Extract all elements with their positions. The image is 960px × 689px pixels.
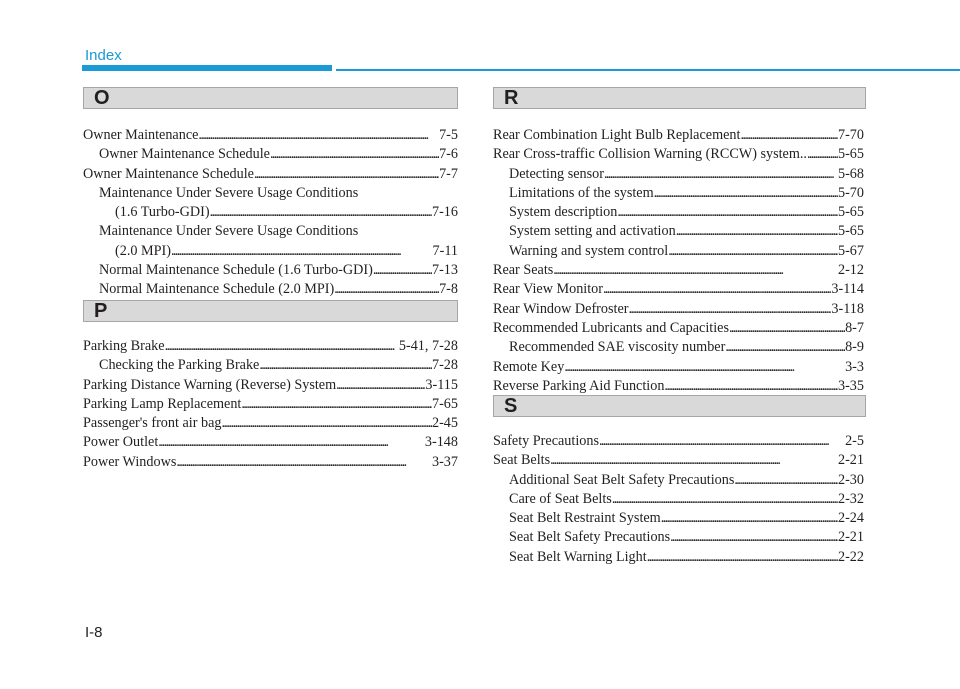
index-entry[interactable]: Normal Maintenance Schedule (1.6 Turbo-GDI) . . . 7-13 <box>83 261 458 280</box>
index-entry[interactable]: System setting and activation . . . 5-65 <box>493 222 864 241</box>
section-letter: S <box>504 395 518 417</box>
index-entry[interactable]: Rear Window Defroster . . . 3-118 <box>493 300 864 319</box>
index-entry[interactable]: Remote Key . . . 3-3 <box>493 358 864 377</box>
header-rule-thin <box>336 69 960 71</box>
index-entry[interactable]: Detecting sensor . . . 5-68 <box>493 165 864 184</box>
index-entry[interactable]: Warning and system control . . . 5-67 <box>493 242 864 261</box>
header-rule-thick <box>82 65 332 71</box>
index-entry[interactable]: (1.6 Turbo-GDI) . . . 7-16 <box>83 203 458 222</box>
index-entry[interactable]: Recommended Lubricants and Capacities . . . 8-7 <box>493 319 864 338</box>
index-entry[interactable]: Parking Brake . . . 5-41, 7-28 <box>83 337 458 356</box>
index-entry[interactable]: Rear Cross-traffic Collision Warning (RCCW) system.. . . . 5-65 <box>493 145 864 164</box>
section-header-p <box>83 300 458 322</box>
index-entry[interactable]: Checking the Parking Brake . . . 7-28 <box>83 356 458 375</box>
index-entry[interactable]: Owner Maintenance Schedule . . . 7-7 <box>83 165 458 184</box>
index-entry[interactable]: Owner Maintenance Schedule . . . 7-6 <box>83 145 458 164</box>
index-entry: Maintenance Under Severe Usage Conditions <box>99 184 359 201</box>
index-entry[interactable]: Parking Distance Warning (Reverse) System . . . 3-115 <box>83 376 458 395</box>
section-s-entries <box>493 432 864 567</box>
index-entry[interactable]: Additional Seat Belt Safety Precautions . . . 2-30 <box>493 471 864 490</box>
index-entry[interactable]: Care of Seat Belts . . . 2-32 <box>493 490 864 509</box>
index-entry[interactable]: Seat Belt Safety Precautions . . . 2-21 <box>493 528 864 547</box>
index-entry[interactable]: Rear Combination Light Bulb Replacement . . . 7-70 <box>493 126 864 145</box>
index-entry: Maintenance Under Severe Usage Conditions <box>99 223 359 240</box>
section-letter: P <box>94 300 108 322</box>
index-entry[interactable]: System description . . . 5-65 <box>493 203 864 222</box>
section-o-entries <box>83 126 458 300</box>
index-entry[interactable]: Recommended SAE viscosity number . . . 8-9 <box>493 338 864 357</box>
page-number: I-8 <box>85 624 103 641</box>
index-entry[interactable]: Reverse Parking Aid Function . . . 3-35 <box>493 377 864 396</box>
index-entry[interactable]: Limitations of the system . . . 5-70 <box>493 184 864 203</box>
section-header-s <box>493 395 866 417</box>
index-entry[interactable]: Power Windows . . . 3-37 <box>83 453 458 472</box>
section-r-entries <box>493 126 864 396</box>
index-entry[interactable]: Normal Maintenance Schedule (2.0 MPI) . . . 7-8 <box>83 280 458 299</box>
index-entry[interactable]: (2.0 MPI) . . . 7-11 <box>83 242 458 261</box>
index-entry[interactable]: Owner Maintenance . . . 7-5 <box>83 126 458 145</box>
index-entry[interactable]: Safety Precautions . . . 2-5 <box>493 432 864 451</box>
index-entry[interactable]: Seat Belts . . . 2-21 <box>493 451 864 470</box>
index-entry[interactable]: Rear View Monitor . . . 3-114 <box>493 280 864 299</box>
index-entry[interactable]: Parking Lamp Replacement . . . 7-65 <box>83 395 458 414</box>
index-entry[interactable]: Power Outlet . . . 3-148 <box>83 433 458 452</box>
index-header: Index <box>85 47 122 64</box>
section-header-r <box>493 87 866 109</box>
index-entry[interactable]: Rear Seats . . . 2-12 <box>493 261 864 280</box>
section-p-entries <box>83 337 458 472</box>
index-entry[interactable]: Seat Belt Warning Light . . . 2-22 <box>493 548 864 567</box>
section-letter: R <box>504 87 519 109</box>
section-header-o <box>83 87 458 109</box>
section-letter: O <box>94 87 110 109</box>
index-entry[interactable]: Passenger's front air bag . . . 2-45 <box>83 414 458 433</box>
index-entry[interactable]: Seat Belt Restraint System . . . 2-24 <box>493 509 864 528</box>
